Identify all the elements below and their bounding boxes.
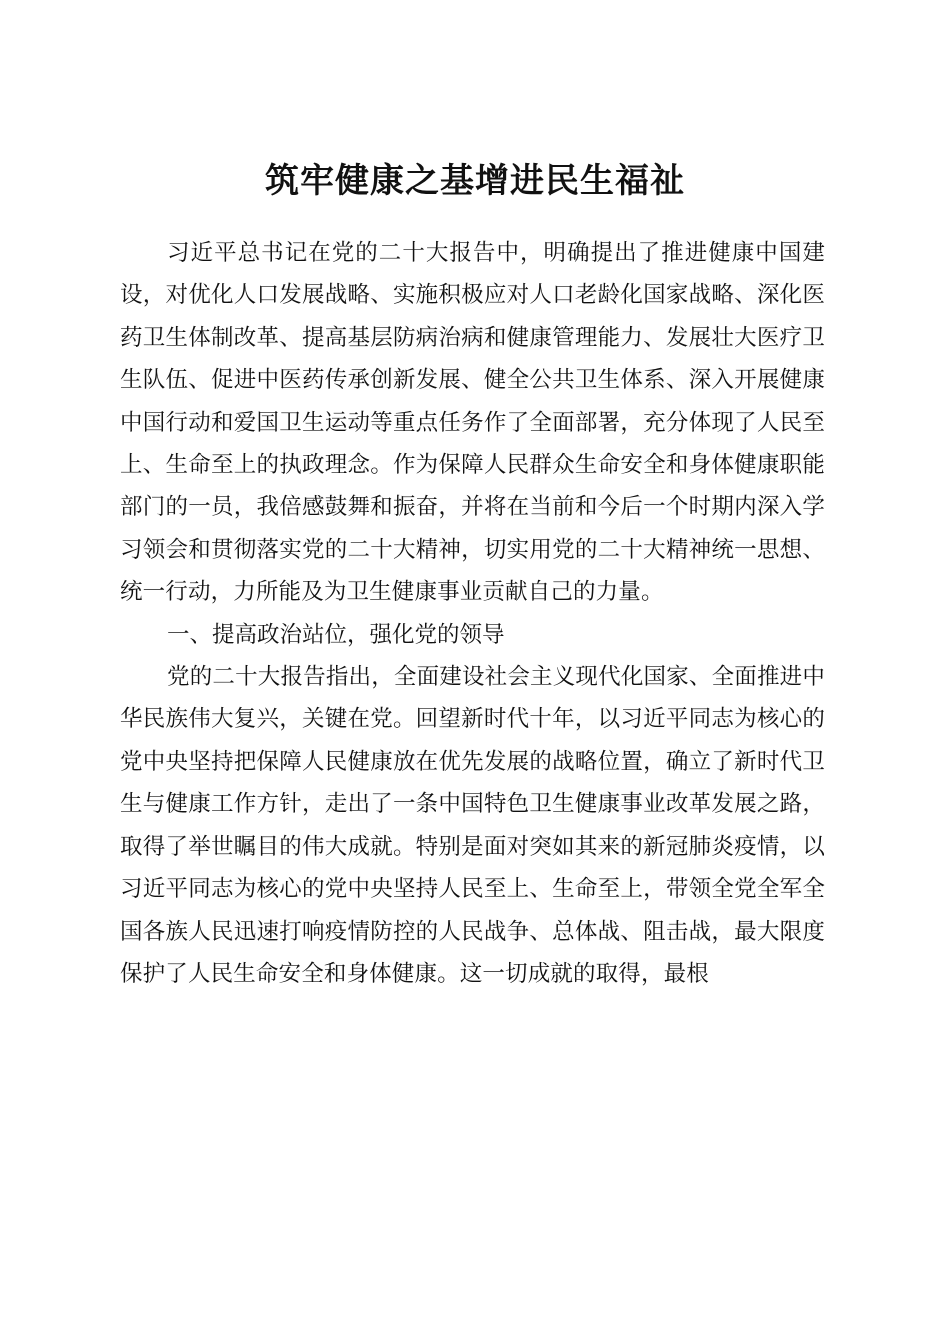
body-paragraph-intro: 习近平总书记在党的二十大报告中，明确提出了推进健康中国建设，对优化人口发展战略、实施积极应对人口老龄化国家战略、深化医药卫生体制改革、提高基层防病治病和健康管理能力、发展壮大医疗卫生队伍、促进中医药传承创新发展、健全公共卫生体系、深入开展健康中国行动和爱国卫生运动等重点任务作了全面部署，充分体现了人民至上、生命至上的执政理念。作为保障人民群众生命安全和身体健康职能部门的一员，我倍感鼓舞和振奋，并将在当前和今后一个时期内深入学习领会和贯彻落实党的二十大精神，切实用党的二十大精神统一思想、统一行动，力所能及为卫生健康事业贡献自己的力量。 (120, 240, 825, 606)
document-title: 筑牢健康之基增进民生福祉 (265, 160, 685, 201)
document-body (120, 232, 825, 995)
body-paragraph-section-1: 党的二十大报告指出，全面建设社会主义现代化国家、全面推进中华民族伟大复兴，关键在党。回望新时代十年，以习近平同志为核心的党中央坚持把保障人民健康放在优先发展的战略位置，确立了新时代卫生与健康工作方针，走出了一条中国特色卫生健康事业改革发展之路，取得了举世瞩目的伟大成就。特别是面对突如其来的新冠肺炎疫情，以习近平同志为核心的党中央坚持人民至上、生命至上，带领全党全军全国各族人民迅速打响疫情防控的人民战争、总体战、阻击战，最大限度保护了人民生命安全和身体健康。这一切成就的取得，最根 (120, 664, 825, 987)
section-heading-1: 一、提高政治站位，强化党的领导 (167, 621, 505, 648)
